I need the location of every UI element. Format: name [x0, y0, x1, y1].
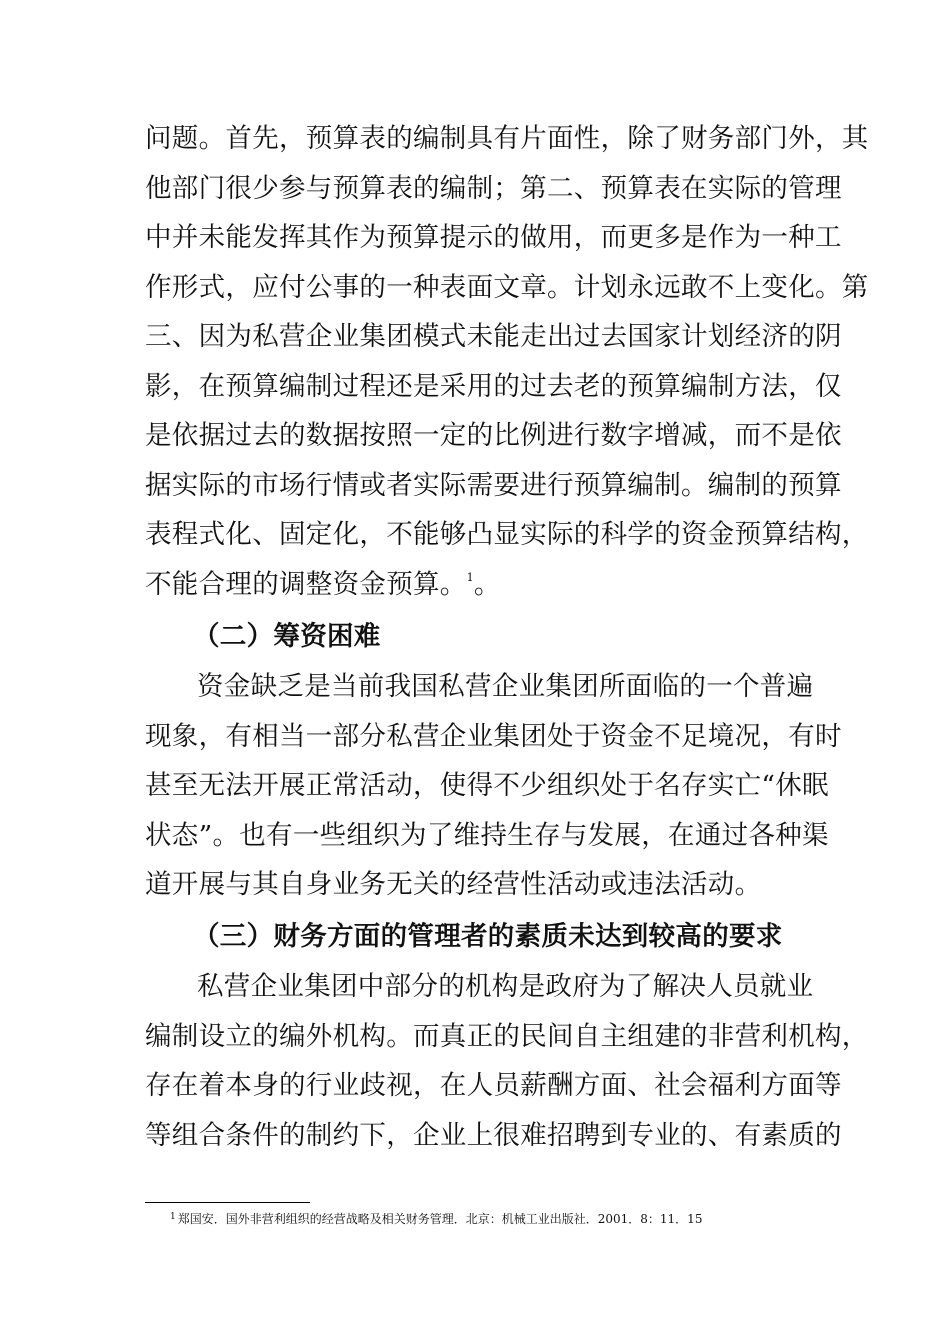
- text-line: 中并未能发挥其作为预算提示的做用，而更多是作为一种工: [145, 222, 842, 253]
- text-line: 问题。首先，预算表的编制具有片面性，除了财务部门外，其: [145, 123, 869, 154]
- text-line: 是依据过去的数据按照一定的比例进行数字增减，而不是依: [145, 420, 842, 451]
- text-line: 他部门很少参与预算表的编制；第二、预算表在实际的管理: [145, 173, 842, 204]
- text-line-with-footnote-ref: [145, 561, 501, 609]
- text-line: 影，在预算编制过程还是采用的过去老的预算编制方法，仅: [145, 371, 842, 402]
- text-line: 编制设立的编外机构。而真正的民间自主组建的非营利机构，: [145, 1021, 869, 1052]
- text-line: 资金缺乏是当前我国私营企业集团所面临的一个普遍: [197, 671, 814, 702]
- text-line: 表程式化、固定化，不能够凸显实际的科学的资金预算结构，: [145, 519, 869, 550]
- footnote-text: 郑国安．国外非营利组织的经营战略及相关财务管理．北京：机械工业出版社．2001．8：11．15: [177, 1212, 703, 1226]
- text-line: 三、因为私营企业集团模式未能走出过去国家计划经济的阴: [145, 321, 842, 352]
- text-line: 等组合条件的制约下，企业上很难招聘到专业的、有素质的: [145, 1120, 842, 1151]
- text-line: 道开展与其自身业务无关的经营性活动或违法活动。: [145, 869, 762, 900]
- footnote-number: 1: [170, 1212, 176, 1222]
- text-line: 存在着本身的行业歧视，在人员薪酬方面、社会福利方面等: [145, 1070, 842, 1101]
- text-line: 现象，有相当一部分私营企业集团处于资金不足境况，有时: [145, 721, 842, 752]
- text-line: 据实际的市场行情或者实际需要进行预算编制。编制的预算: [145, 470, 842, 501]
- section-heading: （三）财务方面的管理者的素质未达到较高的要求: [193, 921, 783, 952]
- text-line: 私营企业集团中部分的机构是政府为了解决人员就业: [197, 971, 814, 1002]
- footnote: [170, 1210, 702, 1228]
- text-line: 甚至无法开展正常活动，使得不少组织处于名存实亡“休眠: [145, 770, 829, 801]
- footnote-reference: 1: [466, 571, 474, 584]
- section-heading: （二）筹资困难: [193, 621, 381, 652]
- text-line: 作形式，应付公事的一种表面文章。计划永远敢不上变化。第: [145, 272, 869, 303]
- text-span: 。: [473, 569, 501, 600]
- text-line: 状态”。也有一些组织为了维持生存与发展，在通过各种渠: [145, 820, 829, 851]
- footnote-divider: [145, 1202, 310, 1203]
- text-span: 不能合理的调整资金预算。: [145, 569, 467, 600]
